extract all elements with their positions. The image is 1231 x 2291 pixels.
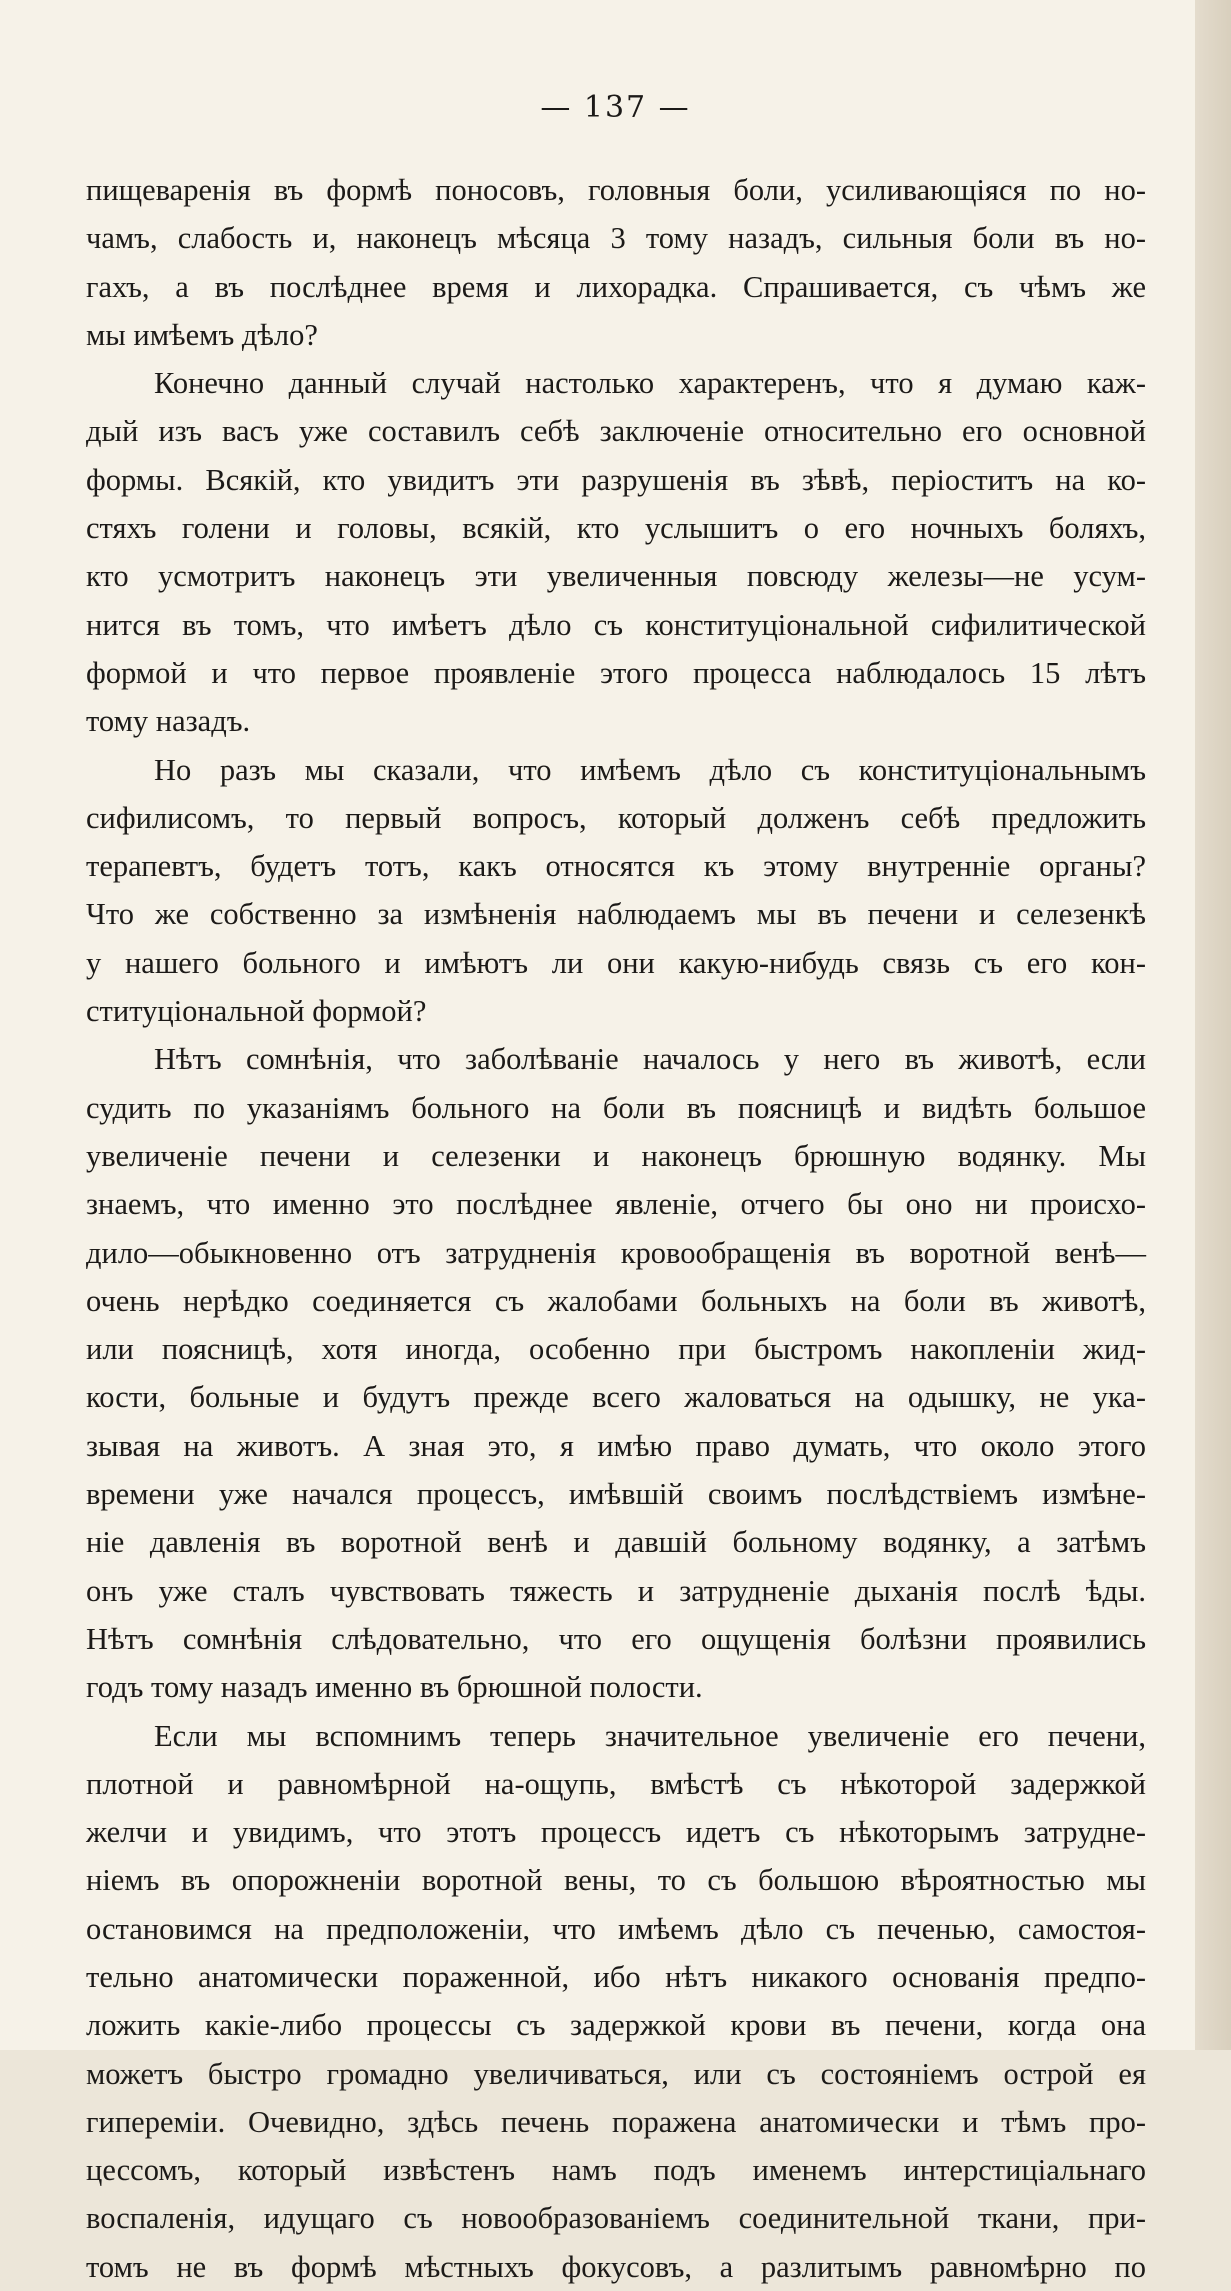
text-line: воспаленія, идущаго съ новообразованіемъ соединительной ткани, при- <box>86 2201 1146 2236</box>
text-line: гипереміи. Очевидно, здѣсь печень поражена анатомически и тѣмъ про- <box>86 2104 1146 2139</box>
text-line: тельно анатомически пораженной, ибо нѣтъ никакого основанія предпо- <box>86 1959 1146 1994</box>
text-line: Нѣтъ сомнѣнія, что заболѣваніе началось у него въ животѣ, если <box>154 1042 1146 1077</box>
text-line: стяхъ голени и головы, всякій, кто услышитъ о его ночныхъ боляхъ, <box>86 511 1146 546</box>
text-line: формы. Всякій, кто увидитъ эти разрушенія въ зѣвѣ, періоститъ на ко- <box>86 462 1146 497</box>
text-line: пищеваренія въ формѣ поносовъ, головныя боли, усиливающіяся по но- <box>86 173 1146 207</box>
text-line: очень нерѣдко соединяется съ жалобами больныхъ на боли въ животѣ, <box>86 1283 1146 1318</box>
text-line: зывая на животъ. А зная это, я имѣю право думать, что около этого <box>86 1428 1146 1463</box>
text-line: формой и что первое проявленіе этого процесса наблюдалось 15 лѣтъ <box>86 655 1146 690</box>
text-line: ніе давленія въ воротной венѣ и давшій больному водянку, а затѣмъ <box>86 1525 1146 1560</box>
text-line: мы имѣемъ дѣло? <box>86 317 318 352</box>
text-line: ніемъ въ опорожненіи воротной вены, то съ большою вѣроятностью мы <box>86 1863 1146 1898</box>
text-line: цессомъ, который извѣстенъ намъ подъ именемъ интерстиціальнаго <box>86 2153 1146 2188</box>
text-line: Но разъ мы сказали, что имѣемъ дѣло съ конституціональнымъ <box>154 752 1146 787</box>
text-line: Нѣтъ сомнѣнія слѣдовательно, что его ощущенія болѣзни проявились <box>86 1621 1146 1656</box>
text-line: Конечно данный случай настолько характеренъ, что я думаю каж- <box>154 366 1146 401</box>
text-line: Если мы вспомнимъ теперь значительное увеличеніе его печени, <box>154 1718 1146 1753</box>
text-line: остановимся на предположеніи, что имѣемъ дѣло съ печенью, самостоя- <box>86 1911 1146 1946</box>
text-line: кто усмотритъ наконецъ эти увеличенныя повсюду железы—не усум- <box>86 559 1146 594</box>
text-line: времени уже начался процессъ, имѣвшій своимъ послѣдствіемъ измѣне- <box>86 1477 1146 1512</box>
text-line: ституціональной формой? <box>86 994 427 1029</box>
text-line: плотной и равномѣрной на-ощупь, вмѣстѣ съ нѣкоторой задержкой <box>86 1766 1146 1801</box>
text-line: судить по указаніямъ больного на боли въ поясницѣ и видѣть большое <box>86 1090 1146 1125</box>
text-line: годъ тому назадъ именно въ брюшной полости. <box>86 1670 703 1705</box>
text-line: томъ не въ формѣ мѣстныхъ фокусовъ, а разлитымъ равномѣрно по <box>86 2249 1146 2284</box>
text-line: у нашего больного и имѣютъ ли они какую-нибудь связь съ его кон- <box>86 945 1146 980</box>
text-line: тому назадъ. <box>86 704 251 739</box>
text-line: онъ уже сталъ чувствовать тяжесть и затрудненіе дыханія послѣ ѣды. <box>86 1573 1146 1608</box>
text-line: нится въ томъ, что имѣетъ дѣло съ конституціональной сифилитической <box>86 607 1146 642</box>
text-line: кости, больные и будутъ прежде всего жаловаться на одышку, не ука- <box>86 1380 1146 1415</box>
page-edge-shadow <box>1195 0 1231 2050</box>
body-text <box>86 166 1146 2291</box>
text-line: или поясницѣ, хотя иногда, особенно при быстромъ накопленіи жид- <box>86 1332 1146 1367</box>
text-line: Что же собственно за измѣненія наблюдаемъ мы въ печени и селезенкѣ <box>86 897 1146 932</box>
text-line: можетъ быстро громадно увеличиваться, или съ состояніемъ острой ея <box>86 2056 1146 2091</box>
text-line: желчи и увидимъ, что этотъ процессъ идетъ съ нѣкоторымъ затрудне- <box>86 1815 1146 1850</box>
text-line: сифилисомъ, то первый вопросъ, который долженъ себѣ предложить <box>86 800 1146 835</box>
text-line: терапевтъ, будетъ тотъ, какъ относятся къ этому внутренніе органы? <box>86 849 1146 884</box>
text-line: гахъ, а въ послѣднее время и лихорадка. Спрашивается, съ чѣмъ же <box>86 269 1146 304</box>
page-number: — 137 — <box>540 90 691 125</box>
text-line: чамъ, слабость и, наконецъ мѣсяца 3 тому назадъ, сильныя боли въ но- <box>86 221 1146 256</box>
text-line: знаемъ, что именно это послѣднее явленіе, отчего бы оно ни происхо- <box>86 1187 1146 1222</box>
text-line: дило—обыкновенно отъ затрудненія кровообращенія въ воротной венѣ— <box>86 1235 1146 1270</box>
text-line: увеличеніе печени и селезенки и наконецъ брюшную водянку. Мы <box>86 1138 1146 1173</box>
text-line: дый изъ васъ уже составилъ себѣ заключеніе относительно его основной <box>86 414 1146 449</box>
text-line: ложить какіе-либо процессы съ задержкой крови въ печени, когда она <box>86 2008 1146 2043</box>
